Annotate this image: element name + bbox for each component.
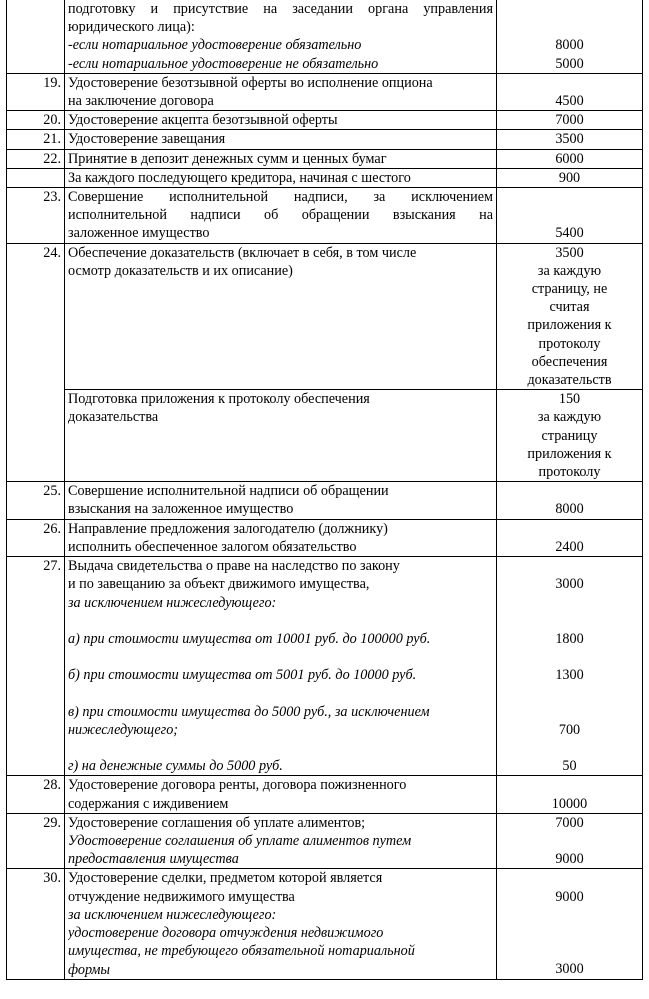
table-row [7, 869, 643, 979]
table-row [7, 243, 643, 390]
row-number: 21. [7, 130, 65, 149]
service-description: Удостоверение безотзывной оферты во исполнение опциона на заключение договора [65, 73, 497, 110]
row-number: 23. [7, 188, 65, 244]
row-number: 28. [7, 776, 65, 813]
service-description: Принятие в депозит денежных сумм и ценных бумаг [65, 149, 497, 168]
service-description: За каждого последующего кредитора, начиная с шестого [65, 168, 497, 187]
fee-amount: 900 [497, 168, 643, 187]
table-row [7, 168, 643, 187]
row-number: 27. [7, 557, 65, 776]
table-row [7, 776, 643, 813]
service-description: Совершение исполнительной надписи об обращении взыскания на заложенное имущество [65, 482, 497, 519]
table-row [7, 149, 643, 168]
row-number: 24. [7, 243, 65, 482]
table-row [7, 0, 643, 73]
fee-amount: 4500 [497, 73, 643, 110]
fee-amount: 3500 [497, 130, 643, 149]
service-description: Выдача свидетельства о праве на наследство по закону и по завещанию за объект движимого имущества, за исключением нижеследующего: а) при стоимости имущества от 10001 руб. до 100000 руб. б) при стоимости имущества от 5001 руб. до 10000 руб. в) при стоимости имущества до 5000 руб., за исключением нижеследующего; г) на денежные суммы до 5000 руб. [65, 557, 497, 776]
fee-amount: 8000 [497, 482, 643, 519]
table-row [7, 813, 643, 869]
table-row [7, 519, 643, 556]
service-description: Удостоверение акцепта безотзывной оферты [65, 111, 497, 130]
table-row [7, 73, 643, 110]
row-number [7, 0, 65, 73]
row-number: 20. [7, 111, 65, 130]
row-number: 29. [7, 813, 65, 869]
table-row [7, 188, 643, 244]
service-description: Удостоверение завещания [65, 130, 497, 149]
service-description: Совершение исполнительной надписи, за исключением исполнительной надписи об обращении взыскания на заложенное имущество [65, 188, 497, 244]
fee-amount: 8000 5000 [497, 0, 643, 73]
table-row [7, 130, 643, 149]
fee-amount: 7000 [497, 111, 643, 130]
service-description: Удостоверение договора ренты, договора пожизненного содержания с иждивением [65, 776, 497, 813]
fee-amount: 10000 [497, 776, 643, 813]
service-description: Направление предложения залогодателю (должнику) исполнить обеспеченное залогом обязательство [65, 519, 497, 556]
service-description: Удостоверение соглашения об уплате алиментов; Удостоверение соглашения об уплате алиментов путем предоставления имущества [65, 813, 497, 869]
service-description: Подготовка приложения к протоколу обеспечения доказательства [65, 390, 497, 482]
service-description: Обеспечение доказательств (включает в себя, в том числе осмотр доказательств и их описание) [65, 243, 497, 390]
fee-amount: 7000 9000 [497, 813, 643, 869]
fee-amount: 9000 3000 [497, 869, 643, 979]
notary-fee-table [6, 0, 643, 980]
service-description: подготовку и присутствие на заседании органа управления юридического лица): -если нотариальное удостоверение обязательно -если нотариальное удостоверение не обязательно [65, 0, 497, 73]
fee-amount: 2400 [497, 519, 643, 556]
fee-amount: 3500 за каждую страницу, не считая приложения к протоколу обеспечения доказательств [497, 243, 643, 390]
table-row [7, 390, 643, 482]
fee-amount: 5400 [497, 188, 643, 244]
fee-amount: 3000 1800 1300 700 50 [497, 557, 643, 776]
row-number: 30. [7, 869, 65, 979]
row-number: 25. [7, 482, 65, 519]
row-number [7, 168, 65, 187]
fee-amount: 150 за каждую страницу приложения к протоколу [497, 390, 643, 482]
row-number: 26. [7, 519, 65, 556]
table-row [7, 111, 643, 130]
row-number: 19. [7, 73, 65, 110]
row-number: 22. [7, 149, 65, 168]
table-row [7, 557, 643, 776]
fee-amount: 6000 [497, 149, 643, 168]
table-row [7, 482, 643, 519]
service-description: Удостоверение сделки, предметом которой является отчуждение недвижимого имущества за исключением нижеследующего: удостоверение договора отчуждения недвижимого имущества, не требующего обязательной нотариальной формы [65, 869, 497, 979]
